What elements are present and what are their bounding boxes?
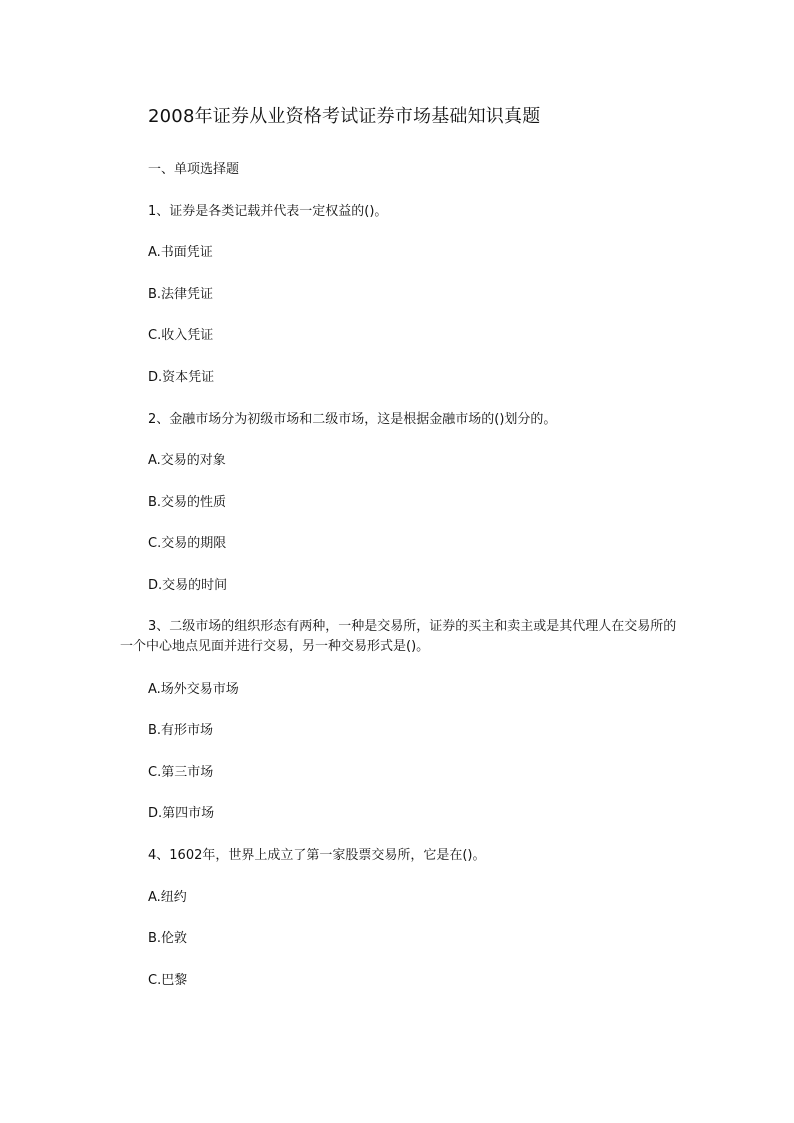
question-2-option-d: D.交易的时间 bbox=[148, 578, 228, 593]
question-4-option-b: B.伦敦 bbox=[148, 931, 188, 946]
question-1-option-d: D.资本凭证 bbox=[148, 370, 215, 385]
question-4-stem: 4、1602年，世界上成立了第一家股票交易所，它是在()。 bbox=[148, 848, 486, 863]
question-2-stem: 2、金融市场分为初级市场和二级市场，这是根据金融市场的()划分的。 bbox=[148, 412, 557, 427]
question-1-option-b: B.法律凭证 bbox=[148, 287, 214, 302]
question-2-option-a: A.交易的对象 bbox=[148, 453, 226, 468]
question-3-stem: 3、二级市场的组织形态有两种，一种是交易所，证券的买主和卖主或是其代理人在交易所的一个中心地点见面并进行交易，另一种交易形式是()。 bbox=[120, 619, 677, 654]
question-2-option-c: C.交易的期限 bbox=[148, 536, 227, 551]
question-4-option-a: A.纽约 bbox=[148, 890, 187, 905]
question-2-option-b: B.交易的性质 bbox=[148, 495, 227, 510]
question-1-option-c: C.收入凭证 bbox=[148, 328, 214, 343]
question-3-option-c: C.第三市场 bbox=[148, 765, 214, 780]
section-heading: 一、单项选择题 bbox=[148, 162, 240, 177]
question-1-option-a: A.书面凭证 bbox=[148, 245, 213, 260]
question-3-option-b: B.有形市场 bbox=[148, 723, 214, 738]
document-title: 2008年证券从业资格考试证券市场基础知识真题 bbox=[148, 106, 541, 127]
question-3-option-d: D.第四市场 bbox=[148, 806, 215, 821]
question-3-option-a: A.场外交易市场 bbox=[148, 682, 239, 697]
question-4-option-c: C.巴黎 bbox=[148, 973, 188, 988]
question-1-stem: 1、证券是各类记载并代表一定权益的()。 bbox=[148, 204, 388, 219]
